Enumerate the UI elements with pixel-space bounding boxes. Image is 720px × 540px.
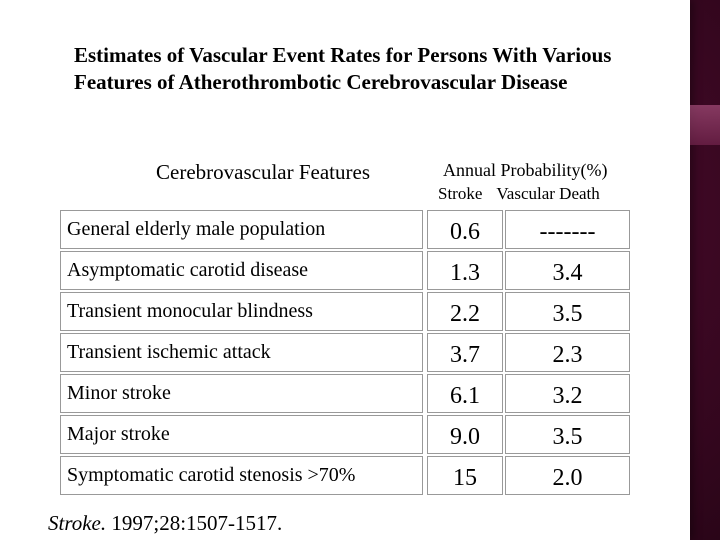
annual-probability-header: Annual Probability(%): [443, 160, 608, 180]
citation: [48, 511, 282, 536]
death-cell: 2.3: [505, 333, 630, 372]
table-row: [60, 415, 630, 456]
stroke-cell: 15: [427, 456, 503, 495]
table-row: [60, 456, 630, 497]
death-cell: 3.5: [505, 415, 630, 454]
stroke-cell: 6.1: [427, 374, 503, 413]
table-row: [60, 210, 630, 251]
citation-ref: 1997;28:1507-1517.: [106, 511, 283, 535]
death-cell: 3.4: [505, 251, 630, 290]
feature-cell: General elderly male population: [60, 210, 423, 249]
stroke-cell: 2.2: [427, 292, 503, 331]
stroke-cell: 3.7: [427, 333, 503, 372]
feature-cell: Asymptomatic carotid disease: [60, 251, 423, 290]
stroke-header: Stroke: [438, 184, 483, 203]
death-cell: -------: [505, 210, 630, 249]
table-row: [60, 333, 630, 374]
death-cell: 3.5: [505, 292, 630, 331]
features-header: Cerebrovascular Features: [156, 160, 370, 184]
table-row: [60, 374, 630, 415]
feature-cell: Transient monocular blindness: [60, 292, 423, 331]
death-cell: 3.2: [505, 374, 630, 413]
table-row: [60, 251, 630, 292]
slide-title: Estimates of Vascular Event Rates for Persons With Various Features of Atherothrombotic Cerebrovascular Disease: [74, 43, 612, 94]
decorative-block: [690, 105, 720, 145]
feature-cell: Major stroke: [60, 415, 423, 454]
subheader-row: [438, 184, 600, 204]
stroke-cell: 1.3: [427, 251, 503, 290]
death-cell: 2.0: [505, 456, 630, 495]
feature-cell: Transient ischemic attack: [60, 333, 423, 372]
citation-journal: Stroke.: [48, 511, 107, 535]
table-row: [60, 292, 630, 333]
feature-cell: Minor stroke: [60, 374, 423, 413]
feature-cell: Symptomatic carotid stenosis >70%: [60, 456, 423, 495]
vascular-death-header: Vascular Death: [496, 184, 600, 203]
stroke-cell: 9.0: [427, 415, 503, 454]
stroke-cell: 0.6: [427, 210, 503, 249]
